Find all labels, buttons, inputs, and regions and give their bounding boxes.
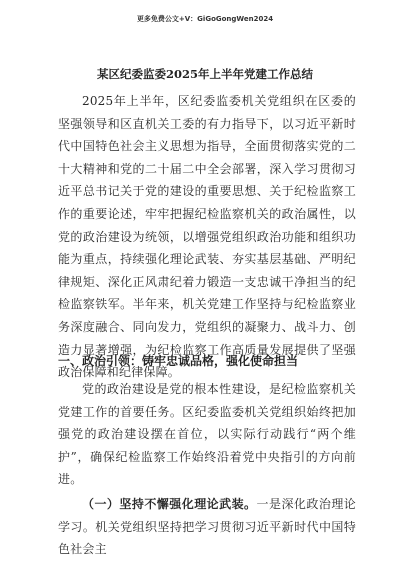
subsection-text: 一是深化政治理论学习。机关党组织坚持把学习贯彻习近平新时代中国特色社会主 bbox=[58, 497, 356, 557]
section-heading-1: 一、政治引领：铸牢忠诚品格，强化使命担当 bbox=[58, 354, 299, 368]
body-paragraph-intro: 2025年上半年，区纪委监委机关党组织在区委的坚强领导和区直机关工委的有力指导下，以习近平新时代中国特色社会主义思想为指导，全面贯彻落实党的二十大精神和党的二十届二中全会部署，深入学习贯彻习近平总书记关于党的建设的重要思想、关于纪检监察工作的重要论述，牢牢把握纪检监察机关的政治属性，以党的政治建设为统领，以增强党组织政治功能和组织功能为重点，持续强化理论武装、夯实基层基础、严明纪律规矩、深化正风肃纪着力锻造一支忠诚干净担当的纪检监察铁军。半年来，机关党建工作坚持与纪检监察业务深度融合、同向发力，党组织的凝聚力、战斗力、创造力显著增强，为纪检监察工作高质量发展提供了坚强政治保障和纪律保障。 bbox=[58, 94, 356, 380]
subsection-heading-1: （一）坚持不懈强化理论武装。 bbox=[82, 497, 257, 511]
body-paragraph-political-building: 党的政治建设是党的根本性建设，是纪检监察机关党建工作的首要任务。区纪委监委机关党组织始终把加强党的政治建设摆在首位，以实际行动践行“两个维护”，确保纪检监察工作始终沿着党中央指引的方向前进。 bbox=[58, 382, 356, 487]
page-header: 更多免费公文+V：GiGoGongWen2024 bbox=[136, 15, 274, 23]
body-paragraph-theory-study bbox=[58, 493, 356, 561]
document-title: 某区纪委监委2025年上半年党建工作总结 bbox=[96, 67, 313, 81]
